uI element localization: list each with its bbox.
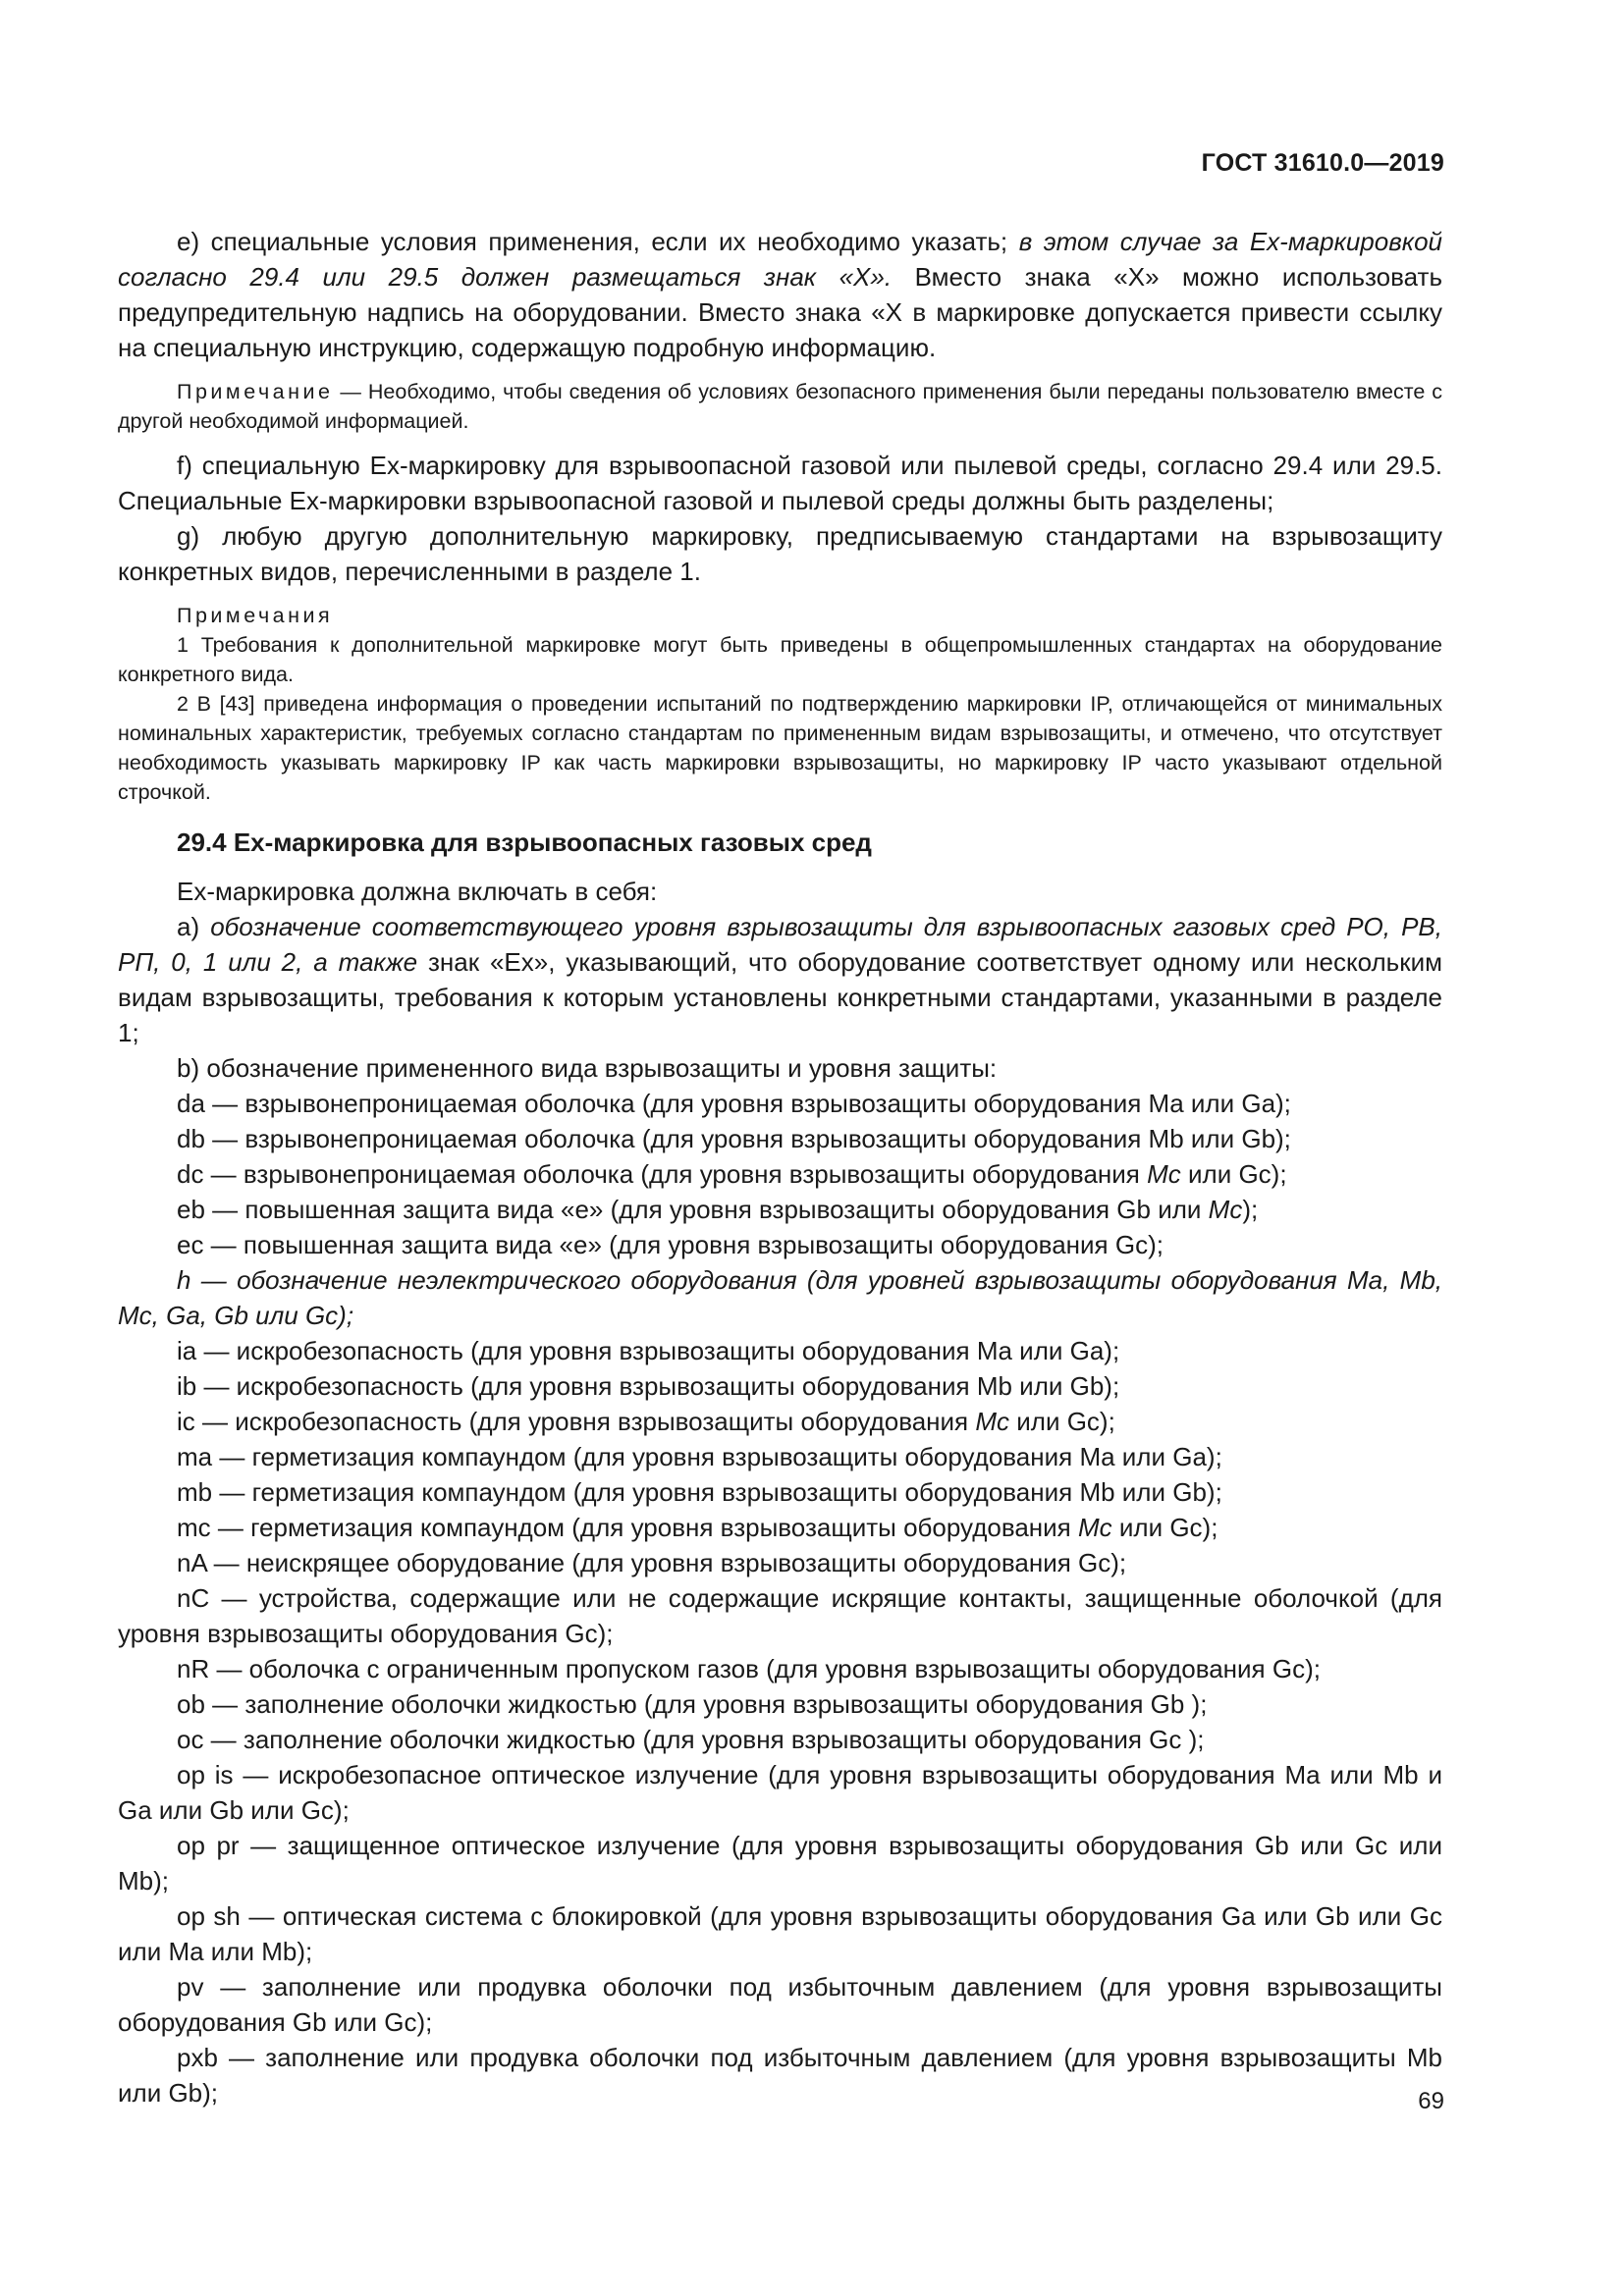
- paragraph-f: f) специальную Ex-маркировку для взрывоопасной газовой или пылевой среды, согласно 29.4 или 29.5. Специальные Ex-маркировки взрывоопасной газовой и пылевой среды должны быть разделены;: [118, 451, 1442, 515]
- italic-run: Mc: [1208, 1195, 1243, 1224]
- note-item-1: 1 Требования к дополнительной маркировке могут быть приведены в общепромышленных стандартах на оборудование конкретного вида.: [118, 633, 1442, 686]
- item-da: da — взрывонепроницаемая оболочка (для уровня взрывозащиты оборудования Ma или Ga);: [177, 1089, 1291, 1118]
- text-run: );: [1242, 1195, 1259, 1224]
- text-run: a): [177, 912, 211, 941]
- item-pv: pv — заполнение или продувка оболочки под избыточным давлением (для уровня взрывозащиты оборудования Gb или Gc);: [118, 1972, 1442, 2037]
- item-ma: ma — герметизация компаундом (для уровня взрывозащиты оборудования Ma или Ga);: [177, 1442, 1222, 1471]
- item-ic: [118, 1404, 1442, 1439]
- document-header: ГОСТ 31610.0—2019: [1201, 149, 1444, 177]
- page-number: 69: [1418, 2088, 1444, 2114]
- item-mb: mb — герметизация компаундом (для уровня взрывозащиты оборудования Mb или Gb);: [177, 1477, 1222, 1507]
- text-run: dc — взрывонепроницаемая оболочка (для уровня взрывозащиты оборудования: [177, 1159, 1148, 1189]
- item-h: [118, 1262, 1442, 1333]
- notes-label-text: Примечания: [177, 604, 334, 627]
- italic-run: Mc: [1147, 1159, 1181, 1189]
- note-text: — Необходимо, чтобы сведения об условиях безопасного применения были переданы пользователю вместе с другой необходимой информацией.: [118, 380, 1442, 433]
- paragraph-e: [118, 224, 1442, 365]
- notes-label: [118, 601, 1442, 630]
- item-op-sh: op sh — оптическая система с блокировкой (для уровня взрывозащиты оборудования Ga или Gb или Gc или Ma или Mb);: [118, 1901, 1442, 1966]
- page-body: [118, 224, 1442, 2110]
- item-op-pr: op pr — защищенное оптическое излучение (для уровня взрывозащиты оборудования Gb или Gc или Mb);: [118, 1831, 1442, 1896]
- text-run: e) специальные условия применения, если их необходимо указать;: [177, 227, 1019, 256]
- item-db: db — взрывонепроницаемая оболочка (для уровня взрывозащиты оборудования Mb или Gb);: [177, 1124, 1291, 1153]
- text-run: знак «Ex», указывающий, что оборудование соответствует одному или нескольким видам взрывозащиты, требования к которым установлены конкретными стандартами, указанными в разделе 1;: [118, 947, 1442, 1047]
- paragraph-g: g) любую другую дополнительную маркировку, предписываемую стандартами на взрывозащиту конкретных видов, перечисленными в разделе 1.: [118, 521, 1442, 586]
- item-dc: [118, 1156, 1442, 1192]
- item-eb: [118, 1192, 1442, 1227]
- text-run: или Gc);: [1111, 1513, 1218, 1542]
- italic-run: обозначение соответствующего уровня взрывозащиты для взрывоопасных газовых сред РО, РВ, РП, 0, 1 или 2, а также: [118, 912, 1442, 977]
- item-ia: ia — искробезопасность (для уровня взрывозащиты оборудования Ma или Ga);: [177, 1336, 1120, 1365]
- section-intro: Ex-маркировка должна включать в себя:: [177, 877, 658, 906]
- item-ob: ob — заполнение оболочки жидкостью (для уровня взрывозащиты оборудования Gb );: [177, 1689, 1208, 1719]
- item-nA: nA — неискрящее оборудование (для уровня взрывозащиты оборудования Gc);: [177, 1548, 1127, 1577]
- text-run: eb — повышенная защита вида «e» (для уровня взрывозащиты оборудования Gb или: [177, 1195, 1209, 1224]
- note-item-2: 2 В [43] приведена информация о проведении испытаний по подтверждению маркировки IP, отличающейся от минимальных номинальных характеристик, требуемых согласно стандартам по примененным видам взрывозащиты, и отмечено, что отсутствует необходимость указывать маркировку IP как часть маркировки взрывозащиты, но маркировку IP часто указывают отдельной строчкой.: [118, 692, 1442, 804]
- italic-run: Mc: [1078, 1513, 1112, 1542]
- item-b: b) обозначение примененного вида взрывозащиты и уровня защиты:: [177, 1053, 998, 1083]
- text-run: или Gc);: [1180, 1159, 1287, 1189]
- item-ib: ib — искробезопасность (для уровня взрывозащиты оборудования Mb или Gb);: [177, 1371, 1120, 1401]
- italic-run: h — обозначение неэлектрического оборудования (для уровней взрывозащиты оборудования Ma, Mb, Mc, Ga, Gb или Gc);: [118, 1265, 1442, 1330]
- italic-run: в этом случае за Ex-маркировкой согласно 29.4 или 29.5 должен размещаться знак «X».: [118, 227, 1442, 292]
- text-run: или Gc);: [1009, 1407, 1115, 1436]
- text-run: mc — герметизация компаундом (для уровня взрывозащиты оборудования: [177, 1513, 1078, 1542]
- italic-run: Mc: [975, 1407, 1010, 1436]
- text-run: ic — искробезопасность (для уровня взрывозащиты оборудования: [177, 1407, 976, 1436]
- section-heading: 29.4 Ex-маркировка для взрывоопасных газовых сред: [177, 828, 872, 857]
- item-a: [118, 909, 1442, 1050]
- item-oc: oc — заполнение оболочки жидкостью (для уровня взрывозащиты оборудования Gc );: [177, 1725, 1205, 1754]
- item-op-is: op is — искробезопасное оптическое излучение (для уровня взрывозащиты оборудования Ma или Mb и Ga или Gb или Gc);: [118, 1760, 1442, 1825]
- item-mc: [118, 1510, 1442, 1545]
- item-nR: nR — оболочка с ограниченным пропуском газов (для уровня взрывозащиты оборудования Gc);: [177, 1654, 1321, 1683]
- item-pxb: pxb — заполнение или продувка оболочки под избыточным давлением (для уровня взрывозащиты Mb или Gb);: [118, 2043, 1442, 2108]
- note-paragraph: [118, 377, 1442, 436]
- item-ec: ec — повышенная защита вида «e» (для уровня взрывозащиты оборудования Gc);: [177, 1230, 1164, 1259]
- note-label: Примечание: [177, 380, 334, 403]
- text-run: Вместо знака «X» можно использовать предупредительную надпись на оборудовании. Вместо знака «X в маркировке допускается привести ссылку на специальную инструкцию, содержащую подробную информацию.: [118, 262, 1442, 362]
- item-nC: nC — устройства, содержащие или не содержащие искрящие контакты, защищенные оболочкой (для уровня взрывозащиты оборудования Gc);: [118, 1583, 1442, 1648]
